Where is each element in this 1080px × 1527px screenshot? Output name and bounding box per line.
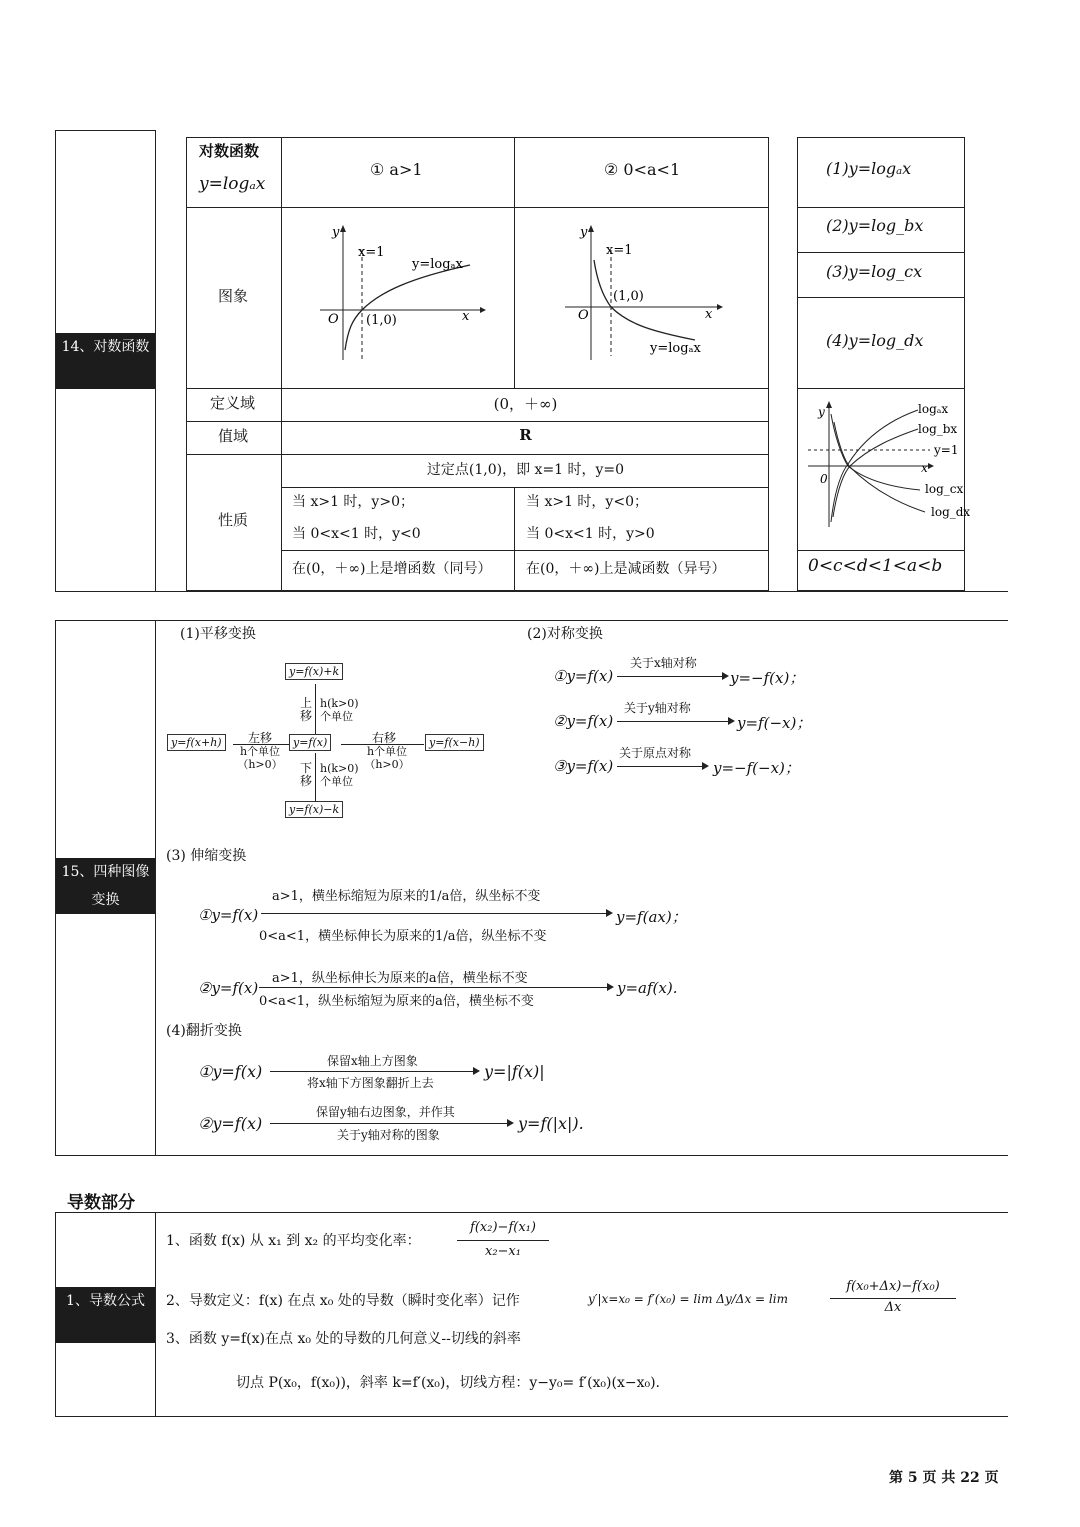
y-arrow [588, 225, 594, 232]
shift-down-box: y=f(x)−k [285, 801, 343, 818]
base-order: 0<c<d<1<a<b [808, 556, 943, 576]
table-row-line [186, 207, 769, 208]
header-case2: ② 0<a<1 [604, 160, 681, 179]
geometric-meaning: 3、函数 y=f(x)在点 x₀ 处的导数的几何意义--切线的斜率 [166, 1331, 521, 1347]
up-verb: 上移 [300, 696, 313, 723]
sym2-arrow [617, 721, 733, 722]
log-curve [345, 265, 470, 350]
table-col-line [514, 487, 515, 591]
avg-rate-fraction-bar [457, 1240, 549, 1241]
origin-label: O [578, 308, 589, 323]
deriv-def-text: 2、导数定义：f(x) 在点 x₀ 处的导数（瞬时变化率）记作 [166, 1293, 520, 1309]
avg-rate-text: 1、函数 f(x) 从 x₁ 到 x₂ 的平均变化率： [166, 1233, 421, 1249]
side-row-line [797, 297, 965, 298]
side-row-line [797, 252, 965, 253]
sym1-from: ①y=f(x) [553, 667, 614, 685]
section-14-label: 14、对数函数 [56, 333, 155, 389]
avg-rate-numerator: f(x₂)−f(x₁) [470, 1220, 536, 1235]
side-formula-1: (1)y=logₐx [826, 159, 912, 178]
shift-right-box: y=f(x−h) [425, 734, 484, 751]
symmetry-title: (2)对称变换 [527, 626, 603, 642]
side-formula-3: (3)y=log_cx [826, 262, 923, 281]
side-formula-4: (4)y=log_dx [826, 331, 924, 350]
left-amount: h个单位（h>0） [237, 745, 283, 771]
y-label: y [580, 225, 588, 240]
stretch2-from: ②y=f(x) [198, 979, 259, 997]
down-amount: h(k>0)个单位 [320, 762, 359, 788]
label-logb: log_bx [918, 422, 958, 436]
flip1-under: 将x轴下方图象翻折上去 [307, 1076, 434, 1090]
avg-rate-denominator: x₂−x₁ [485, 1244, 521, 1259]
divider [55, 1212, 1008, 1213]
divider [55, 1155, 1008, 1156]
label-y: y [818, 405, 825, 419]
sym1-to: y=−f(x)； [730, 669, 805, 687]
curve-label: y=logₐx [412, 257, 463, 272]
page-number: 第 5 页 共 22 页 [889, 1470, 999, 1486]
left-verb: 左移 [248, 731, 273, 745]
label-origin: 0 [820, 472, 828, 486]
flip2-arrow [270, 1123, 512, 1124]
mono-increasing: 在(0，＋∞)上是增函数（同号） [292, 561, 492, 577]
prop1a: 当 x>1 时，y>0； [292, 494, 414, 510]
log-graph-a-gt-1 [300, 220, 490, 370]
log-curve [594, 260, 695, 340]
origin-label: O [328, 312, 339, 327]
tangent-line: 切点 P(x₀，f(x₀))，斜率 k=f′(x₀)，切线方程：y−y₀= f′(x₀)(x−x₀). [236, 1375, 661, 1391]
prop2b: 当 0<x<1 时，y>0 [526, 526, 655, 542]
deriv-def-fraction-bar [830, 1298, 956, 1299]
down-verb: 下移 [300, 761, 313, 788]
up-line [315, 684, 316, 734]
table-col-line [514, 137, 515, 388]
shift-title: (1)平移变换 [180, 626, 256, 642]
deriv-def-denominator: Δx [884, 1300, 902, 1315]
multi-log-graph [800, 392, 971, 547]
flip2-over: 保留y轴右边图象，并作其 [316, 1105, 455, 1119]
table-row-line [281, 550, 769, 551]
stretch1-to: y=f(ax)； [616, 908, 687, 926]
sym3-over: 关于原点对称 [619, 746, 692, 760]
y-arrow [340, 225, 346, 232]
sym1-arrow [617, 676, 727, 677]
flip1-to: y=|f(x)| [484, 1062, 545, 1081]
sym1-over: 关于x轴对称 [630, 656, 697, 670]
section-15-label: 15、四种图像变换 [56, 858, 155, 914]
stretch2-arrow [259, 987, 612, 988]
y-arrow [826, 401, 832, 408]
label-logd: log_dx [931, 505, 971, 519]
shift-up-box: y=f(x)+k [285, 663, 343, 680]
stretch2-over: a>1，纵坐标伸长为原来的a倍，横坐标不变 [272, 971, 528, 986]
label-y1: y=1 [934, 443, 959, 457]
side-row-line [797, 388, 965, 389]
deriv-def-numerator: f(x₀+Δx)−f(x₀) [846, 1279, 940, 1294]
flip2-from: ②y=f(x) [198, 1114, 263, 1133]
flip2-under: 关于y轴对称的图象 [337, 1128, 440, 1142]
stretch1-arrow [261, 913, 611, 914]
header-title: 对数函数 [199, 142, 260, 160]
sym3-to: y=−f(−x)； [713, 759, 800, 777]
stretch2-under: 0<a<1，纵坐标缩短为原来的a倍，横坐标不变 [259, 994, 534, 1009]
flip1-from: ①y=f(x) [198, 1062, 263, 1081]
table-col-line [281, 137, 282, 591]
table-row-line [186, 421, 769, 422]
shift-center-box: y=f(x) [289, 734, 331, 751]
side-row-line [797, 207, 965, 208]
right-verb: 右移 [372, 731, 397, 745]
curve-logb [833, 429, 918, 517]
stretch2-to: y=af(x). [617, 979, 678, 997]
row-graph-label: 图象 [218, 287, 249, 305]
row-props-label: 性质 [218, 511, 249, 529]
row-domain-label: 定义域 [210, 394, 256, 412]
curve-label: y=logₐx [650, 341, 701, 356]
x1-label: x=1 [358, 245, 385, 260]
row-range-label: 值域 [218, 427, 249, 445]
table-row-line [186, 454, 769, 455]
divider [55, 620, 1008, 621]
table-row-line [281, 487, 769, 488]
x-arrow [480, 307, 486, 313]
derivative-heading: 导数部分 [67, 1193, 135, 1213]
header-formula: y=logₐx [199, 174, 266, 194]
label-logc: log_cx [925, 482, 964, 496]
y-label: y [332, 225, 340, 240]
sym2-over: 关于y轴对称 [624, 701, 691, 715]
deriv-def-formula: y′|x=x₀ = f′(x₀) = lim Δy/Δx = lim [588, 1292, 788, 1306]
divider [55, 1416, 1008, 1417]
sym2-from: ②y=f(x) [553, 712, 614, 730]
range-value: R [519, 426, 532, 444]
sym3-from: ③y=f(x) [553, 757, 614, 775]
shift-left-box: y=f(x+h) [167, 734, 226, 751]
stretch1-under: 0<a<1，横坐标伸长为原来的1/a倍，纵坐标不变 [259, 929, 547, 944]
point-label: (1,0) [613, 289, 644, 304]
stretch1-over: a>1，横坐标缩短为原来的1/a倍，纵坐标不变 [272, 889, 541, 904]
side-formula-2: (2)y=log_bx [826, 216, 924, 235]
prop2a: 当 x>1 时，y<0； [526, 494, 648, 510]
mono-decreasing: 在(0，＋∞)上是减函数（异号） [526, 561, 726, 577]
x-label: x [705, 307, 713, 322]
x-arrow [928, 463, 934, 469]
table-row-line [186, 388, 769, 389]
sym2-to: y=f(−x)； [737, 714, 812, 732]
curve-logc [831, 414, 920, 490]
flip2-to: y=f(|x|). [518, 1114, 584, 1133]
side-row-line [797, 550, 965, 551]
x-arrow [717, 304, 723, 310]
fixed-point: 过定点(1,0)，即 x=1 时，y=0 [426, 462, 625, 478]
flip1-over: 保留x轴上方图象 [327, 1054, 418, 1068]
stretch-title: (3) 伸缩变换 [166, 848, 247, 864]
label-x: x [921, 461, 928, 475]
flip1-arrow [270, 1071, 478, 1072]
curve-logd [834, 422, 925, 512]
flip-title: (4)翻折变换 [166, 1023, 242, 1039]
divider [55, 591, 1008, 592]
log-graph-a-lt-1 [545, 220, 735, 370]
x-label: x [462, 309, 470, 324]
deriv-label: 1、导数公式 [56, 1287, 155, 1343]
up-amount: h(k>0)个单位 [320, 697, 359, 723]
prop1b: 当 0<x<1 时，y<0 [292, 526, 421, 542]
right-amount: h个单位（h>0） [364, 745, 410, 771]
stretch1-from: ①y=f(x) [198, 906, 259, 924]
label-loga: logₐx [918, 402, 949, 416]
sym3-arrow [617, 766, 707, 767]
header-case1: ① a>1 [370, 160, 423, 179]
point-label: (1,0) [366, 313, 397, 328]
down-line [315, 753, 316, 801]
x1-label: x=1 [606, 243, 633, 258]
domain-value: (0，＋∞) [493, 395, 558, 413]
